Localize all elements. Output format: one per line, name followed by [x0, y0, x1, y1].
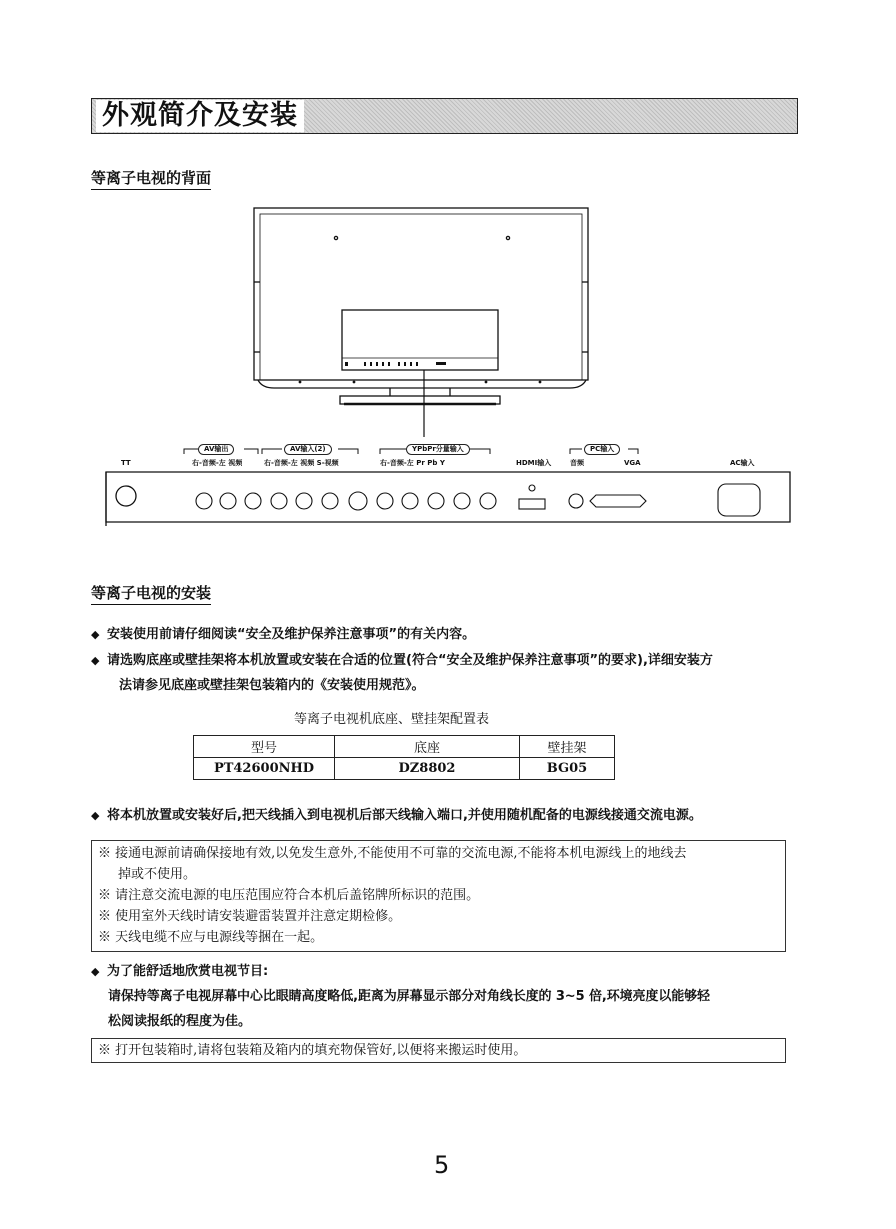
note-line: ※ 接通电源前请确保接地有效,以免发生意外,不能使用不可靠的交流电源,不能将本机电源线上的地线去 — [98, 846, 687, 861]
terminal-panel-outline — [342, 310, 498, 370]
note-line: ※ 请注意交流电源的电压范围应符合本机后盖铭牌所标识的范围。 — [98, 888, 480, 903]
av-in-audio-l — [296, 493, 312, 509]
pc-audio-jack — [569, 494, 583, 508]
vga-port — [590, 495, 646, 507]
tv-rear-illustration — [240, 202, 600, 437]
bullet-diamond: ◆ — [91, 654, 100, 667]
bullet-2: ◆ 请选购底座或壁挂架将本机放置或安装在合适的位置(符合“安全及维护保养注意事项”的要求),详细安装方 — [91, 649, 713, 673]
page-number: 5 — [434, 1151, 450, 1179]
port-label-pc-audio: 音频 — [570, 459, 584, 467]
install-section-heading: 等离子电视的安装 — [91, 583, 211, 605]
av-out-audio-r — [196, 493, 212, 509]
av-out-video — [245, 493, 261, 509]
port-label-antenna: TT — [121, 459, 131, 467]
table-header-cell: 底座 — [335, 736, 520, 758]
note-line: ※ 天线电缆不应与电源线等捆在一起。 — [98, 930, 324, 945]
av-out-audio-l — [220, 493, 236, 509]
note-line: ※ 打开包装箱时,请将包装箱及箱内的填充物保管好,以便将来搬运时使用。 — [98, 1043, 527, 1058]
bullet-4-body-line-2: 松阅读报纸的程度为佳。 — [108, 1014, 252, 1029]
bullet-3: ◆ 将本机放置或安装好后,把天线插入到电视机后部天线输入端口,并使用随机配备的电源线接通交流电源。 — [91, 804, 702, 828]
ac-inlet — [718, 484, 760, 516]
table-header-cell: 壁挂架 — [520, 736, 615, 758]
bullet-4: ◆ 为了能舒适地欣赏电视节目: — [91, 960, 268, 984]
bullet-diamond: ◆ — [91, 965, 100, 978]
port-label-ac: AC输入 — [730, 459, 755, 467]
antenna-jack — [116, 486, 136, 506]
bullet-1: ◆ 安装使用前请仔细阅读“安全及维护保养注意事项”的有关内容。 — [91, 623, 475, 647]
group-label-av-in: AV输入(2) — [284, 444, 332, 455]
port-label-ypbpr: 右-音频-左 Pr Pb Y — [380, 459, 445, 467]
bullet-diamond: ◆ — [91, 628, 100, 641]
table-cell-stand: DZ8802 — [335, 758, 520, 780]
ypbpr-y — [480, 493, 496, 509]
ypbpr-pr — [428, 493, 444, 509]
bullet-2-continued: 法请参见底座或壁挂架包装箱内的《安装使用规范》。 — [119, 678, 425, 693]
safety-notes-box — [91, 840, 786, 952]
group-label-av-out: AV输出 — [198, 444, 234, 455]
note-line: ※ 使用室外天线时请安装避雷装置并注意定期检修。 — [98, 909, 402, 924]
table-header-row — [194, 736, 615, 758]
av-in-video — [322, 493, 338, 509]
hdmi-indicator — [529, 485, 535, 491]
table-cell-model: PT42600NHD — [194, 758, 335, 780]
table-cell-mount: BG05 — [520, 758, 615, 780]
port-label-vga: VGA — [624, 459, 641, 467]
group-label-ypbpr: YPbPr分量输入 — [406, 444, 470, 455]
ypbpr-audio-r — [377, 493, 393, 509]
title-bar — [91, 98, 798, 134]
table-header-cell: 型号 — [194, 736, 335, 758]
port-label-av-in: 右-音频-左 视频 S-视频 — [264, 459, 339, 467]
table-row — [194, 758, 615, 780]
rear-section-heading: 等离子电视的背面 — [91, 168, 211, 190]
terminal-panel — [100, 468, 800, 530]
hdmi-port — [519, 499, 545, 509]
page-title: 外观简介及安装 — [96, 100, 304, 132]
group-label-pc: PC输入 — [584, 444, 620, 455]
table-caption: 等离子电视机底座、壁挂架配置表 — [294, 712, 490, 727]
av-in-svideo — [349, 492, 367, 510]
config-table — [193, 735, 615, 780]
ypbpr-audio-l — [402, 493, 418, 509]
port-label-hdmi: HDMI输入 — [516, 459, 552, 467]
port-label-av-out: 右-音频-左 视频 — [192, 459, 243, 467]
ypbpr-pb — [454, 493, 470, 509]
packaging-note-box — [91, 1038, 786, 1063]
av-in-audio-r — [271, 493, 287, 509]
bullet-diamond: ◆ — [91, 809, 100, 822]
note-line: 掉或不使用。 — [118, 867, 197, 882]
bullet-4-body-line-1: 请保持等离子电视屏幕中心比眼睛高度略低,距离为屏幕显示部分对角线长度的 3~5 倍,环境亮度以能够轻 — [108, 989, 710, 1004]
tv-outer-frame — [254, 208, 588, 380]
